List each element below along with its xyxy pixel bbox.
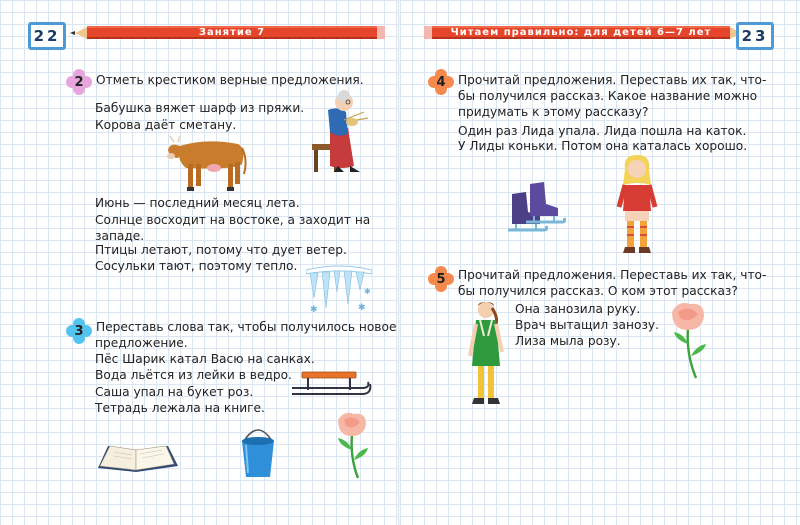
sentence: Июнь — последний месяц лета. <box>95 196 300 210</box>
task-3-flower-icon <box>66 318 92 344</box>
header-pencil <box>70 26 385 39</box>
svg-text:✱: ✱ <box>310 305 318 314</box>
task-number: 5 <box>436 271 446 287</box>
header-title: Занятие 7 <box>87 26 377 39</box>
svg-text:✱: ✱ <box>358 303 366 313</box>
sentence: западе. <box>95 229 145 243</box>
task-4-instruction: придумать к этому рассказу? <box>458 105 649 119</box>
page-number: 23 <box>736 22 774 50</box>
sentence: Пёс Шарик катал Васю на санках. <box>95 352 315 366</box>
grandmother-knitting-picture <box>308 88 378 176</box>
task-3-instruction: Переставь слова так, чтобы получилось новое <box>96 320 397 334</box>
sentence: Один раз Лида упала. Лида пошла на каток. <box>458 124 747 138</box>
skates-picture <box>504 176 566 238</box>
cow-picture <box>166 134 248 192</box>
sled-picture <box>290 368 372 398</box>
rose-picture <box>666 300 712 380</box>
sentence: У Лиды коньки. Потом она каталась хорошо. <box>458 139 748 153</box>
header-title: Читаем правильно: для детей 6—7 лет <box>432 26 730 39</box>
task-number: 3 <box>74 323 84 339</box>
sentence: Птицы летают, потому что дует ветер. <box>95 243 347 257</box>
sentence: Она занозила руку. <box>515 302 641 316</box>
sentence: Корова даёт сметану. <box>95 118 237 132</box>
sentence: Врач вытащил занозу. <box>515 318 660 332</box>
header-pencil <box>424 26 747 39</box>
task-5-instruction: бы получился рассказ. О ком этот рассказ? <box>458 284 738 298</box>
girl-picture <box>615 155 659 259</box>
rose-picture <box>332 410 372 480</box>
svg-text:✱: ✱ <box>364 287 371 296</box>
page-number: 22 <box>28 22 66 50</box>
task-number: 4 <box>436 74 446 90</box>
task-4-instruction: Прочитай предложения. Переставь их так, что- <box>458 73 767 87</box>
task-5-flower-icon <box>428 266 454 292</box>
sentence: Саша упал на букет роз. <box>95 385 254 399</box>
sentence: Вода льётся из лейки в ведро. <box>95 368 292 382</box>
sentence: Сосульки тают, поэтому тепло. <box>95 259 298 273</box>
task-2-instruction: Отметь крестиком верные предложения. <box>96 73 364 87</box>
sentence: Бабушка вяжет шарф из пряжи. <box>95 101 305 115</box>
girl-green-dress-picture <box>466 300 506 410</box>
task-number: 2 <box>74 74 84 90</box>
task-4-instruction: бы получился рассказ. Какое название можно <box>458 89 758 103</box>
sentence: Тетрадь лежала на книге. <box>95 401 265 415</box>
task-2-flower-icon <box>66 69 92 95</box>
book-picture <box>94 442 180 476</box>
sentence: Лиза мыла розу. <box>515 334 621 348</box>
sentence: Солнце восходит на востоке, а заходит на <box>95 213 371 227</box>
bucket-picture <box>238 425 278 481</box>
icicles-picture <box>306 264 372 314</box>
task-4-flower-icon <box>428 69 454 95</box>
task-3-instruction: предложение. <box>95 336 188 350</box>
task-5-instruction: Прочитай предложения. Переставь их так, что- <box>458 268 767 282</box>
right-page <box>400 0 800 525</box>
